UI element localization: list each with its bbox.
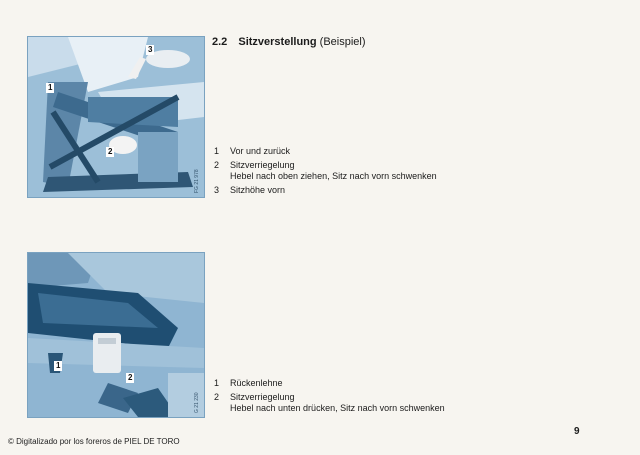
legend-list-2 [214, 378, 514, 414]
legend-list-1 [214, 146, 514, 196]
section-number: 2.2 [212, 36, 228, 48]
footer-credit: © Digitalizado por los foreros de PIEL DE TORO [8, 437, 180, 446]
item-number: 2 [214, 160, 220, 170]
section-title-note: (Beispiel) [319, 36, 366, 48]
figure-code: G 21 230 [194, 392, 200, 413]
callout-2: 2 [128, 373, 133, 382]
item-subtext: Hebel nach unten drücken, Sitz nach vorn schwenken [230, 403, 445, 413]
item-number: 3 [214, 185, 220, 195]
list-item [214, 146, 514, 157]
page-number: 9 [574, 426, 580, 437]
backrest-illustration [28, 253, 204, 417]
list-item [214, 392, 514, 414]
item-number: 2 [214, 392, 220, 402]
section-title: Sitzverstellung [238, 36, 317, 48]
item-text: Rückenlehne [230, 378, 283, 388]
item-number: 1 [214, 378, 220, 388]
callout-2: 2 [108, 147, 113, 156]
figure-code: FG 21 978 [194, 169, 200, 193]
seat-mechanism-illustration [28, 37, 204, 197]
list-item [214, 185, 514, 196]
section-heading [212, 36, 366, 48]
backrest-figure [27, 252, 205, 418]
item-text: Sitzhöhe vorn [230, 185, 286, 195]
item-number: 1 [214, 146, 220, 156]
item-subtext: Hebel nach oben ziehen, Sitz nach vorn schwenken [230, 171, 437, 181]
list-item [214, 378, 514, 389]
item-text: Sitzverriegelung [230, 160, 295, 170]
callout-1: 1 [48, 83, 53, 92]
item-text: Vor und zurück [230, 146, 291, 156]
callout-3: 3 [148, 45, 153, 54]
list-item [214, 160, 514, 182]
callout-1: 1 [56, 361, 61, 370]
item-text: Sitzverriegelung [230, 392, 295, 402]
seat-adjustment-figure [27, 36, 205, 198]
